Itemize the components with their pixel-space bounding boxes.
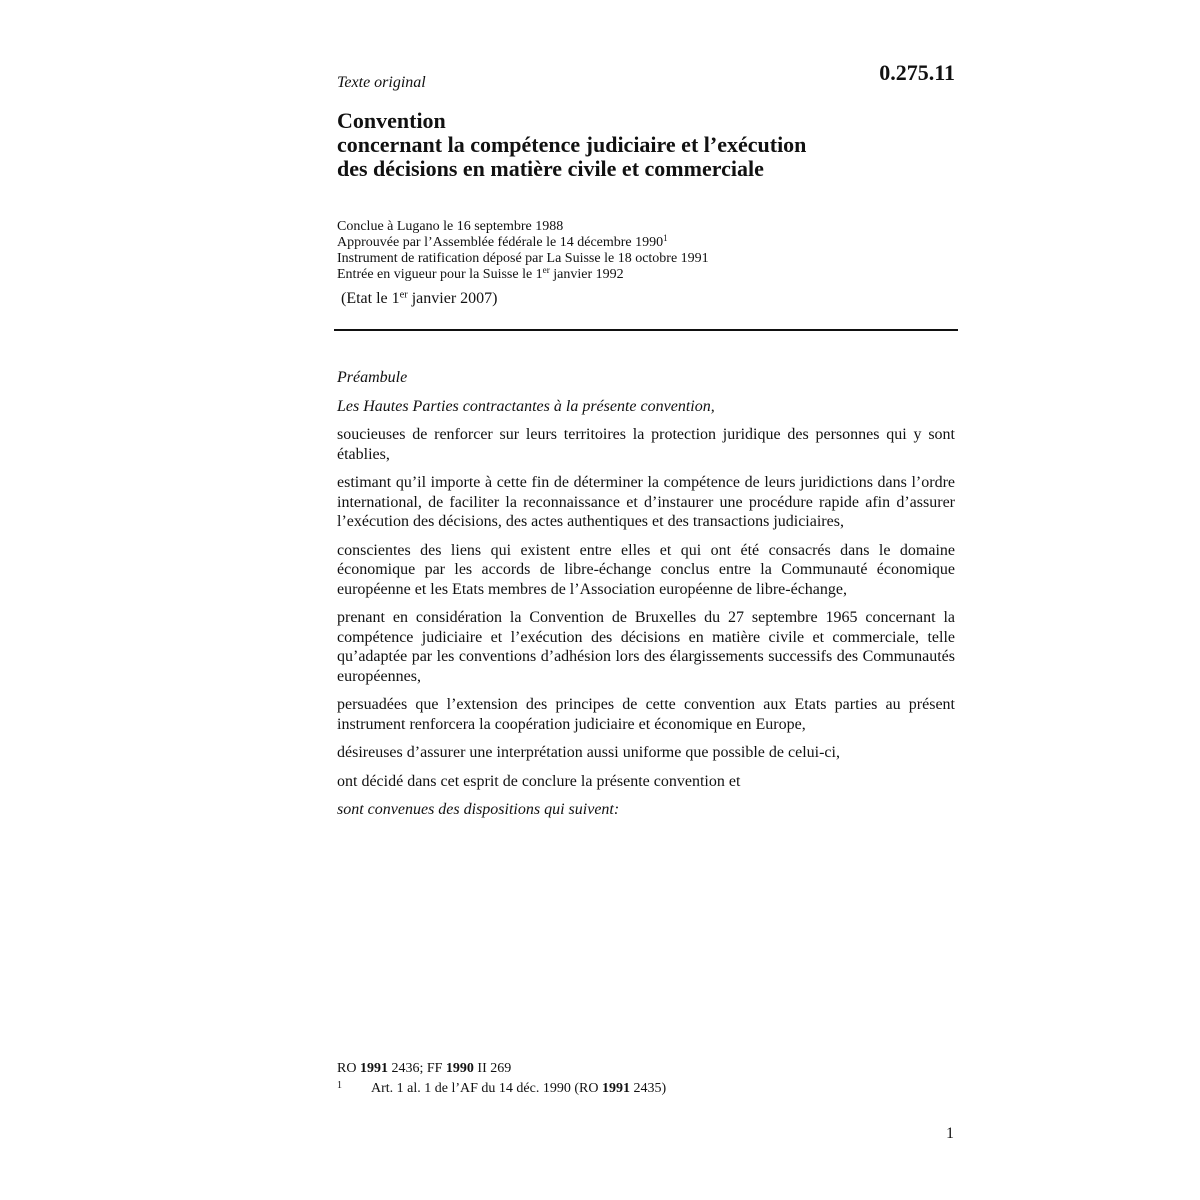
preamble-heading: Préambule [337, 369, 408, 386]
preamble-section [337, 368, 955, 829]
source-reference [337, 1059, 957, 1079]
footnote-text-suffix: 2435) [629, 1081, 667, 1096]
preamble-intro: Les Hautes Parties contractantes à la présente convention, [337, 397, 715, 415]
state-ordinal: er [399, 289, 408, 301]
preamble-paragraph: désireuses d’assurer une interprétation aussi uniforme que possible de celui-ci, [337, 744, 840, 761]
preamble-paragraph: conscientes des liens qui existent entre elles et qui ont été consacrés dans le domaine économique par les accords de libre-échange conclus entre la Communauté économique européenne et les Etats membres de l’Association européenne de libre-échange, [337, 541, 955, 598]
preamble-paragraph: ont décidé dans cet esprit de conclure la présente convention et [337, 772, 741, 790]
state-prefix: (Etat le 1 [341, 290, 400, 307]
approved-text: Approuvée par l’Assemblée fédérale le 14 décembre 1990 [337, 235, 664, 250]
entry-ordinal: er [542, 265, 550, 275]
ro-year: 1991 [359, 1061, 388, 1076]
entry-suffix: janvier 1992 [549, 267, 624, 282]
preamble-paragraph: prenant en considération la Convention de Bruxelles du 27 septembre 1965 concernant la compétence judiciaire et l’exécution des décisions en matière civile et commerciale, telle qu’adaptée par les conventions d’adhésion lors des élargissements successifs des Communautés européennes, [337, 609, 955, 685]
preamble-paragraph: soucieuses de renforcer sur leurs territoires la protection juridique des personnes qui y sont établies, [337, 426, 955, 463]
original-text-label: Texte original [337, 74, 426, 91]
approved-line [337, 235, 957, 251]
footnote-year: 1991 [601, 1081, 630, 1096]
ff-page: II 269 [473, 1061, 512, 1076]
document-title [337, 109, 957, 181]
header-divider [334, 329, 958, 331]
state-date [341, 290, 497, 308]
preamble-paragraph: estimant qu’il importe à cette fin de déterminer la compétence de leurs juridictions dans l’ordre international, de faciliter la reconnaissance et d’instaurer une procédure rapide afin d’assurer l’exécution des décisions, des actes authentiques et des transactions judiciaires, [337, 474, 955, 530]
preamble-paragraph: persuadées que l’extension des principes de cette convention aux Etats parties au présent instrument renforcera la coopération judiciaire et économique en Europe, [337, 696, 955, 733]
page-number: 1 [946, 1125, 954, 1142]
state-suffix: janvier 2007) [407, 290, 498, 307]
entry-into-force-line [337, 267, 957, 283]
title-line-1: Convention [337, 108, 446, 133]
document-number: 0.275.11 [879, 60, 955, 85]
concluded-line: Conclue à Lugano le 16 septembre 1988 [337, 219, 564, 234]
ff-year: 1990 [445, 1061, 474, 1076]
entry-prefix: Entrée en vigueur pour la Suisse le 1 [337, 267, 543, 282]
ratification-line: Instrument de ratification déposé par La Suisse le 18 octobre 1991 [337, 251, 709, 266]
title-line-2: concernant la compétence judiciaire et l’exécution [337, 132, 807, 157]
footnote-1: 1 Art. 1 al. 1 de l’AF du 14 déc. 1990 (RO 1991 2435) [337, 1079, 667, 1096]
ro-page: 2436; FF [387, 1061, 446, 1076]
document-metadata [337, 219, 957, 283]
ro-prefix: RO [337, 1061, 360, 1076]
preamble-closing: sont convenues des dispositions qui suivent: [337, 801, 620, 818]
title-line-3: des décisions en matière civile et commerciale [337, 156, 764, 181]
footnotes [337, 1059, 957, 1099]
footnote-text-prefix: Art. 1 al. 1 de l’AF du 14 déc. 1990 (RO [371, 1081, 602, 1096]
footnote-ref-1[interactable]: 1 [663, 233, 668, 243]
